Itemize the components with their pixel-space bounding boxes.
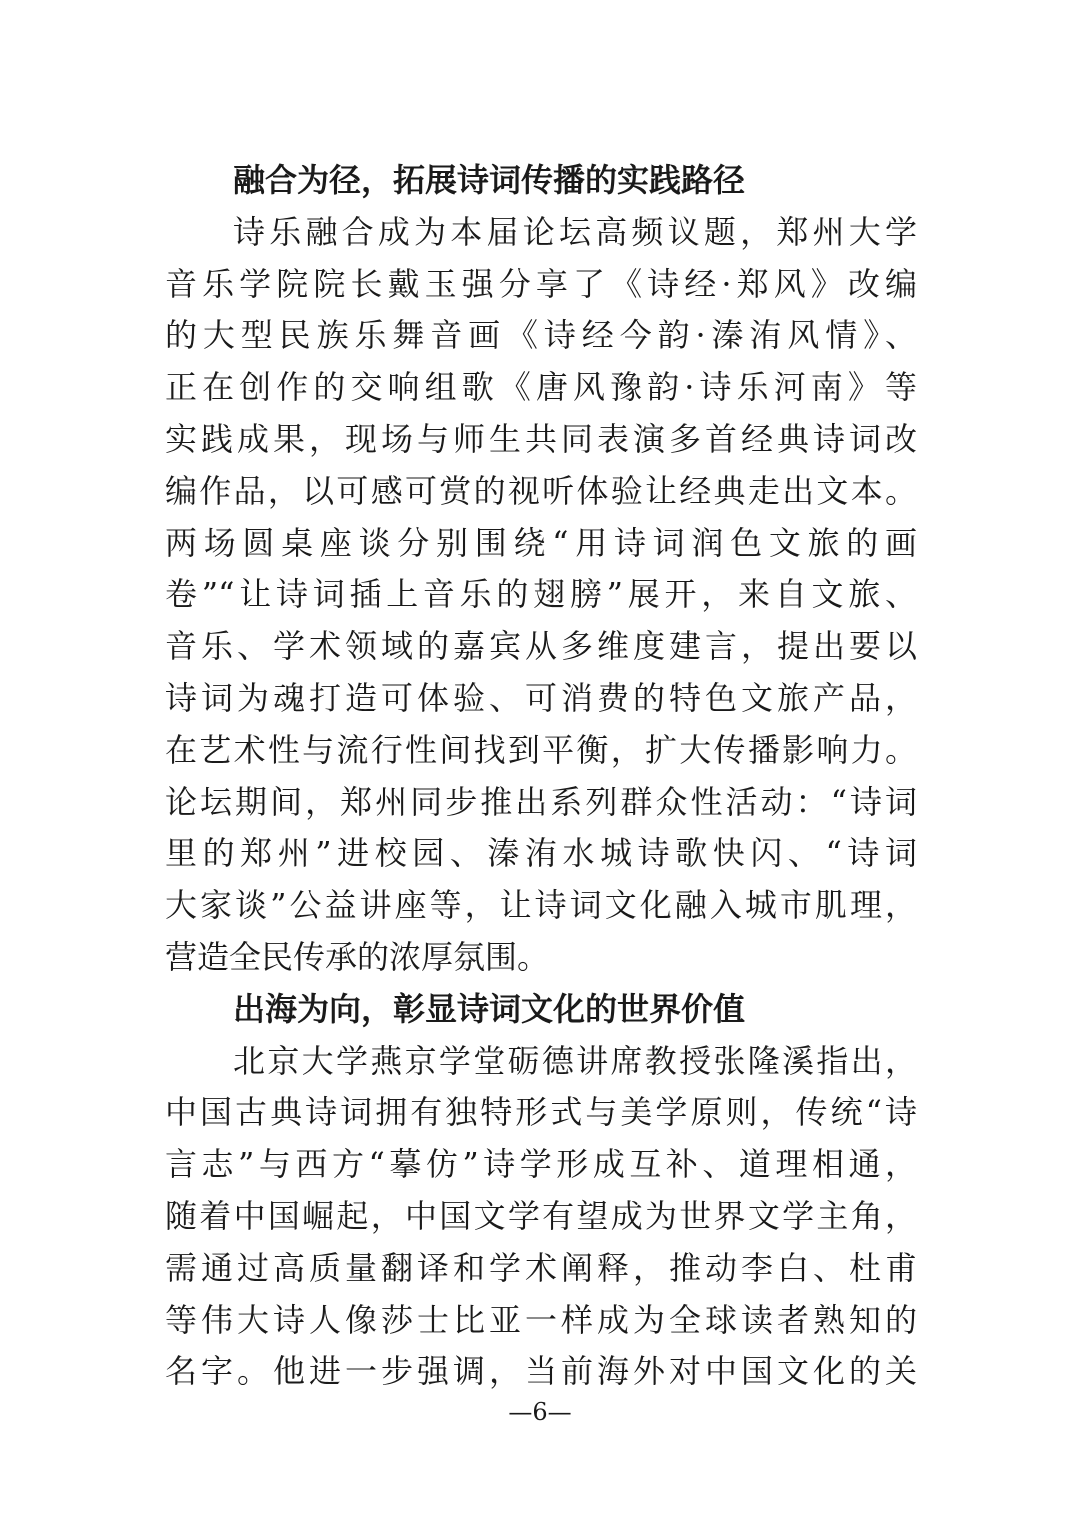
paragraph-line: 随着中国崛起，中国文学有望成为世界文学主角， [165,1196,917,1235]
paragraph-line: 实践成果，现场与师生共同表演多首经典诗词改 [165,419,917,458]
paragraph-line: 等伟大诗人像莎士比亚一样成为全球读者熟知的 [165,1300,917,1339]
paragraph-line: 营造全民传承的浓厚氛围。 [165,937,550,976]
paragraph-line: 编作品，以可感可赏的视听体验让经典走出文本。 [165,471,917,510]
paragraph-line: 需通过高质量翻译和学术阐释，推动李白、杜甫 [165,1248,917,1287]
paragraph-line: 诗词为魂打造可体验、可消费的特色文旅产品， [165,678,917,717]
paragraph-line: 音乐学院院长戴玉强分享了《诗经·郑风》改编 [165,264,917,303]
paragraph-line: 中国古典诗词拥有独特形式与美学原则，传统“诗 [165,1093,917,1132]
paragraph-line: 里的郑州”进校园、溱洧水城诗歌快闪、“诗词 [165,834,917,873]
paragraph-line: 诗乐融合成为本届论坛高频议题，郑州大学 [233,212,917,251]
paragraph-line: 正在创作的交响组歌《唐风豫韵·诗乐河南》等 [165,368,917,407]
section-1 [165,155,917,1398]
paragraph-line: 北京大学燕京学堂砺德讲席教授张隆溪指出， [233,1041,917,1080]
paragraph-line: 大家谈”公益讲座等，让诗词文化融入城市肌理， [165,886,917,925]
paragraph-line: 两场圆桌座谈分别围绕“用诗词润色文旅的画 [165,523,917,562]
paragraph-line: 的大型民族乐舞音画《诗经今韵·溱洧风情》、 [165,316,917,355]
section-heading-2: 出海为向，彰显诗词文化的世界价值 [233,989,746,1028]
paragraph-line: 论坛期间，郑州同步推出系列群众性活动：“诗词 [165,782,917,821]
paragraph-line: 音乐、学术领域的嘉宾从多维度建言，提出要以 [165,627,917,666]
page-number: —6— [508,1398,572,1426]
section-heading-1: 融合为径，拓展诗词传播的实践路径 [233,161,746,199]
paragraph-line: 言志”与西方“摹仿”诗学形成互补、道理相通， [165,1145,917,1184]
paragraph-line: 卷”“让诗词插上音乐的翅膀”展开，来自文旅、 [165,575,917,614]
paragraph-line: 名字。他进一步强调，当前海外对中国文化的关 [165,1352,917,1391]
paragraph-line: 在艺术性与流行性间找到平衡，扩大传播影响力。 [165,730,917,769]
